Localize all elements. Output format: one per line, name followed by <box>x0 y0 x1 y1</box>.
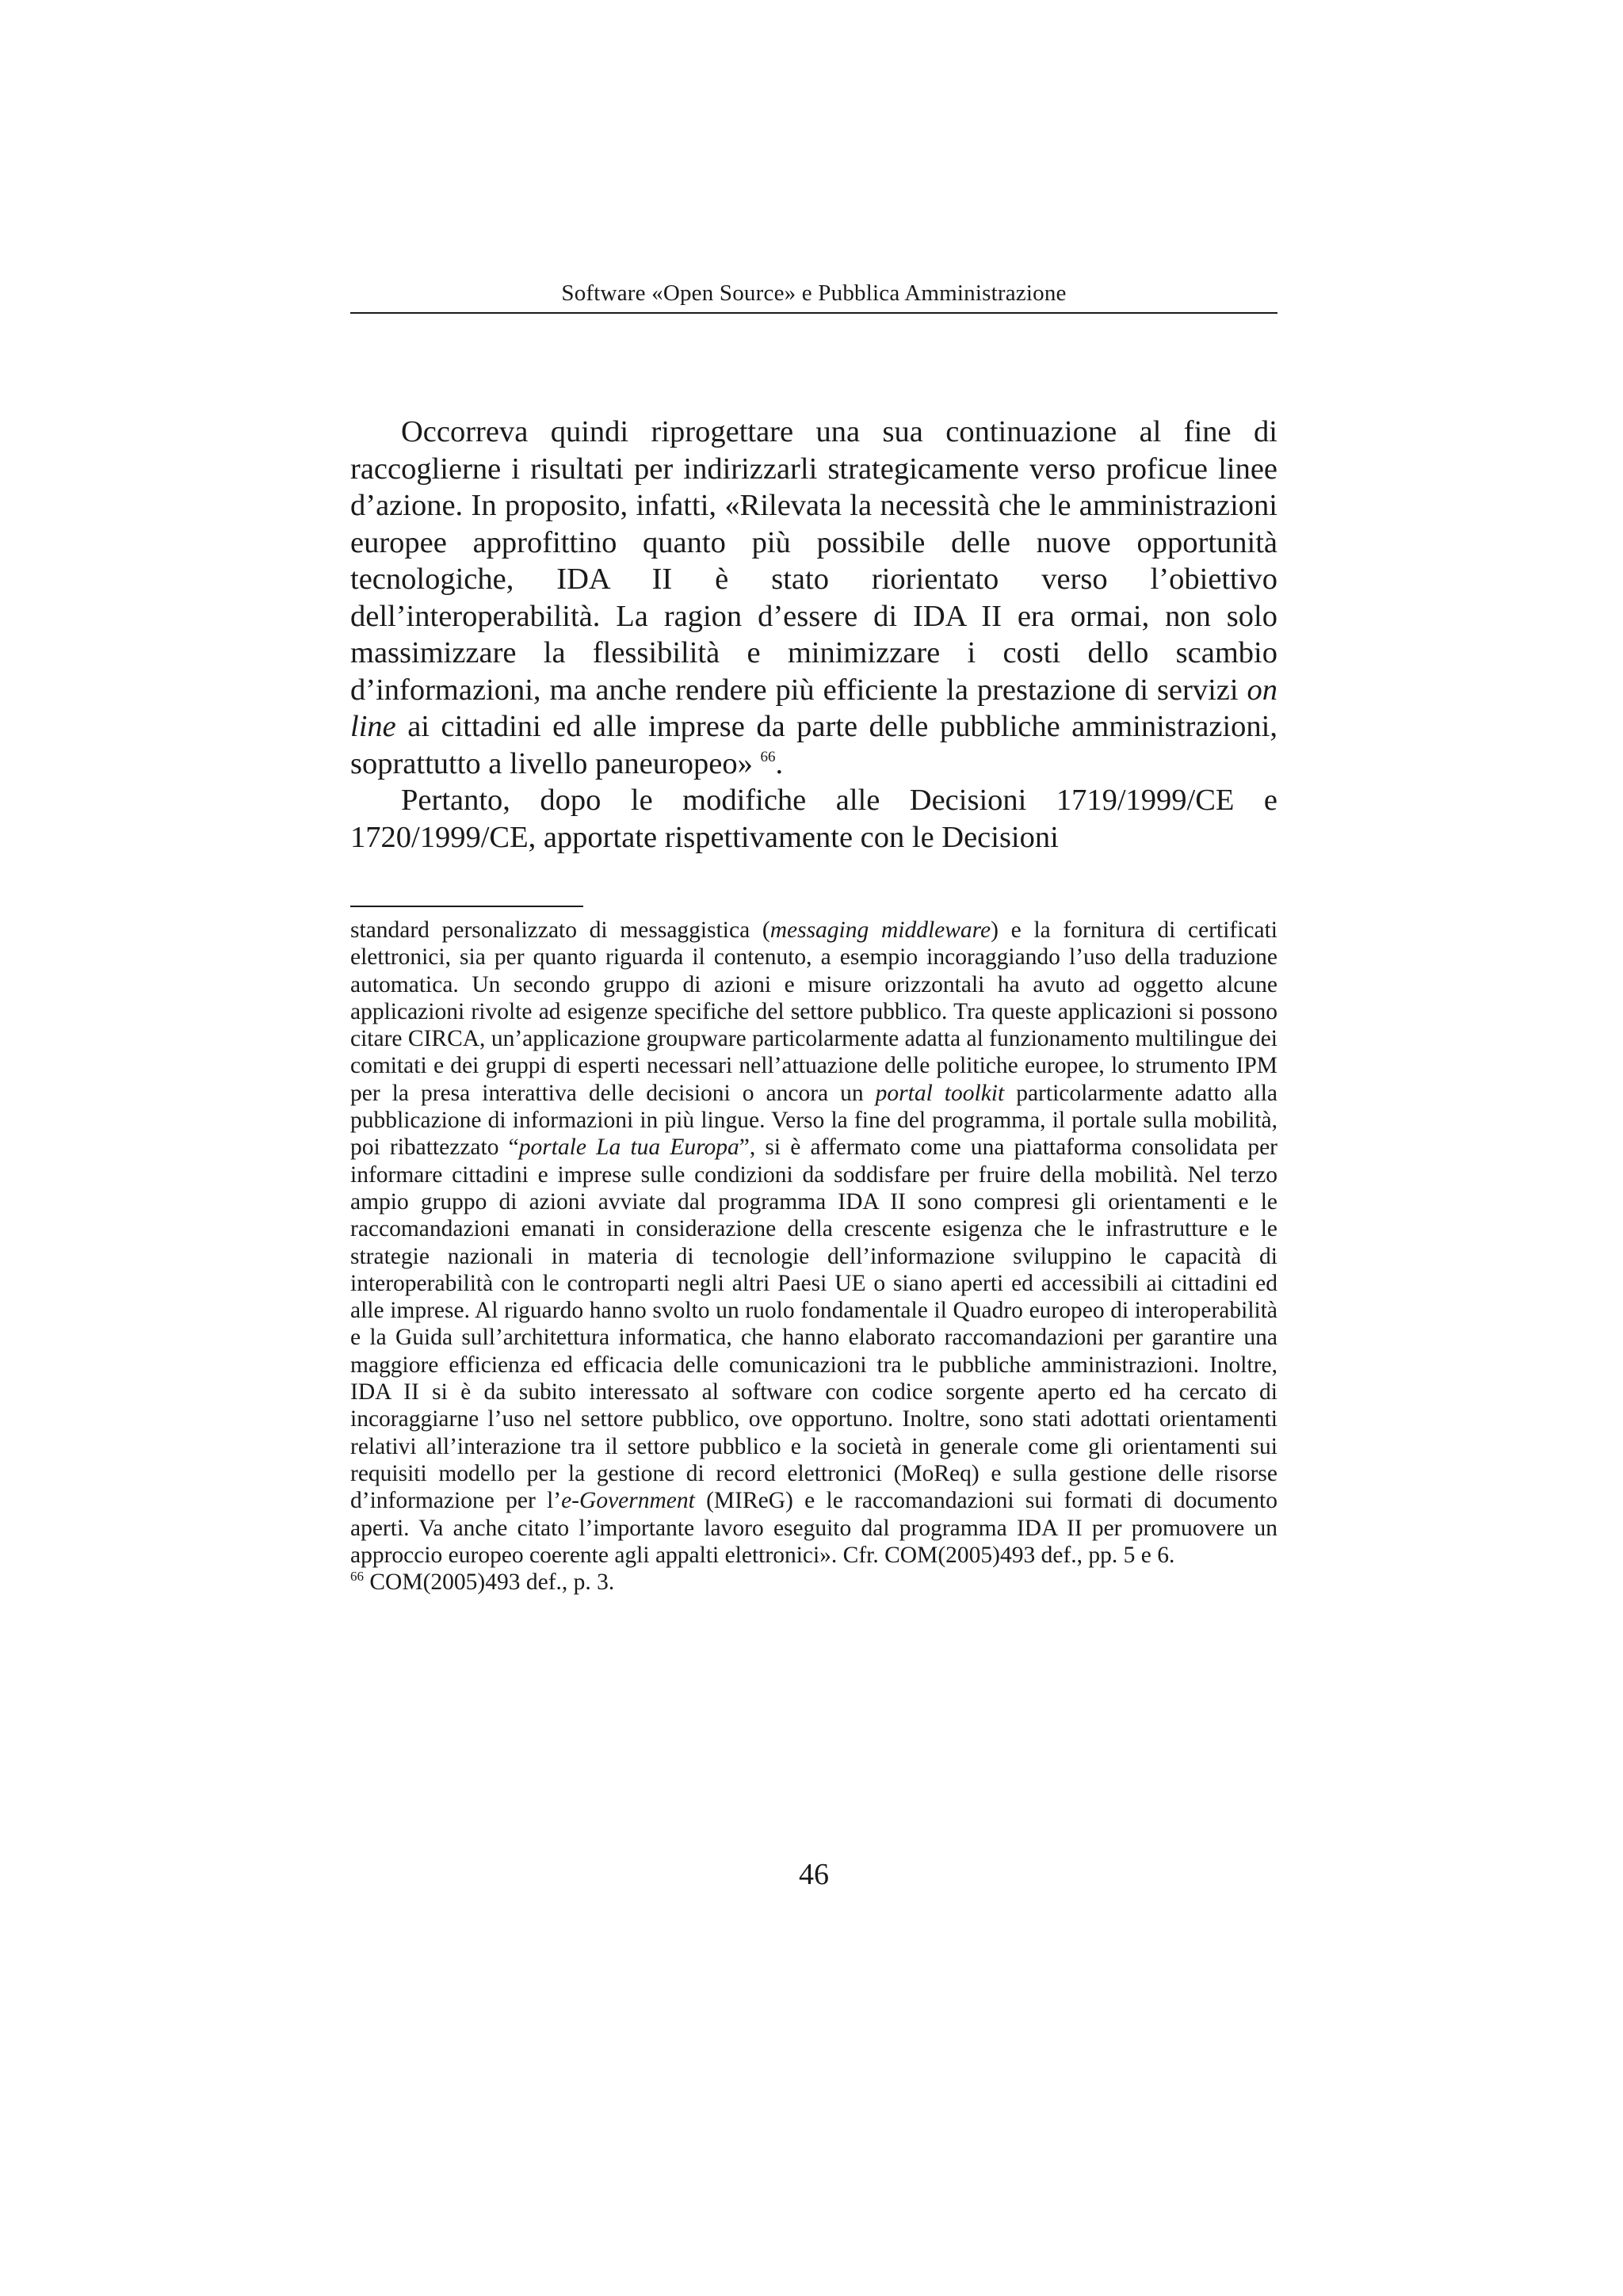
fn65-italic-1: messaging middleware <box>769 917 991 943</box>
footnote-66-number: 66 <box>350 1569 364 1585</box>
paragraph-1 <box>350 414 1277 782</box>
paragraph-2: Pertanto, dopo le modifiche alle Decisioni 1719/1999/CE e 1720/1999/CE, apportate rispettivamente con le Decisioni <box>350 784 1277 854</box>
footnote-separator <box>350 906 583 907</box>
fn65-text-1: standard personalizzato di messaggistica ( <box>350 917 770 943</box>
fn65-italic-2: portal toolkit <box>875 1080 1005 1106</box>
paragraph-1-italic: on line <box>350 673 1277 743</box>
paragraph-1-text-b: ai cittadini ed alle imprese da parte delle pubbliche amministrazioni, soprattutto a livello paneuropeo» <box>350 710 1277 780</box>
fn65-italic-4: e-Government <box>561 1488 695 1514</box>
book-page <box>350 0 1277 2296</box>
footnote-ref-66[interactable]: 66 <box>760 748 776 765</box>
fn65-text-4: ”, si è affermato come una piattaforma consolidata per informare cittadini e imprese sulle condizioni da soddisfare per fruire della mobilità. Nel terzo ampio gruppo di azioni avviate dal programma IDA II sono compresi gli orientamenti e le raccomandazioni emanati in considerazione della crescente esigenza che le infrastrutture e le strategie nazionali in materia di tecnologie dell’informazione sviluppino le capacità di interoperabilità con le controparti negli altri Paesi UE o siano aperti ed accessibili ai cittadini ed alle imprese. Al riguardo hanno svolto un ruolo fondamentale il Quadro europeo di interoperabilità e la Guida sull’architettura informatica, che hanno elaborato raccomandazioni per garantire una maggiore efficienza ed efficacia delle comunicazioni tra le pubbliche amministrazioni. Inoltre, IDA II si è da subito interessato al software con codice sorgente aperto ed ha cercato di incoraggiarne l’uso nel settore pubblico, ove opportuno. Inoltre, sono stati adottati orientamenti relativi all’interazione tra il settore pubblico e la società in generale come gli orientamenti sui requisiti modello per la gestione di record elettronici (MoReq) e sulla gestione delle risorse d’informazione per l’ <box>350 1135 1277 1514</box>
fn65-text-2: ) e la fornitura di certificati elettronici, sia per quanto riguarda il contenuto, a esempio incoraggiando l’uso della traduzione automatica. Un secondo gruppo di azioni e misure orizzontali ha avuto ad oggetto alcune applicazioni rivolte ad esigenze specifiche del settore pubblico. Tra queste applicazioni si possono citare CIRCA, un’applicazione groupware particolarmente adatta al funzionamento multilingue dei comitati e dei gruppi di esperti necessari nell’attuazione delle politiche europee, lo strumento IPM per la presa interattiva delle decisioni o ancora un <box>350 917 1277 1106</box>
fn65-text-5: (MIReG) e le raccomandazioni sui formati di documento aperti. Va anche citato l’importante lavoro eseguito dal programma IDA II per promuovere un approccio europeo coerente agli appalti elettronici». Cfr. COM(2005)493 def., pp. 5 e 6. <box>350 1488 1277 1568</box>
footnote-66 <box>350 1569 1277 1596</box>
main-text <box>350 414 1277 856</box>
fn65-text-3: particolarmente adatto alla pubblicazione di informazioni in più lingue. Verso la fine del programma, il portale sulla mobilità, poi ribattezzato “ <box>350 1080 1277 1161</box>
running-header: Software «Open Source» e Pubblica Amministrazione <box>561 280 1067 306</box>
page-number: 46 <box>799 1858 829 1891</box>
footnote-66-text: COM(2005)493 def., p. 3. <box>364 1569 615 1596</box>
header-rule <box>350 312 1277 314</box>
paragraph-1-end: . <box>775 746 784 780</box>
footnotes <box>350 917 1277 1596</box>
fn65-italic-3: portale La tua Europa <box>518 1135 739 1161</box>
paragraph-1-text-a: Occorreva quindi riprogettare una sua continuazione al fine di raccoglierne i risultati per indirizzarli strategicamente verso proficue linee d’azione. In proposito, infatti, «Rilevata la necessità che le amministrazioni europee approfittino quanto più possibile delle nuove opportunità tecnologiche, IDA II è stato riorientato verso l’obiettivo dell’interoperabilità. La ragion d’essere di IDA II era ormai, non solo massimizzare la flessibilità e minimizzare i costi dello scambio d’informazioni, ma anche rendere più efficiente la prestazione di servizi <box>350 415 1277 707</box>
footnote-65-continued <box>350 917 1277 1569</box>
